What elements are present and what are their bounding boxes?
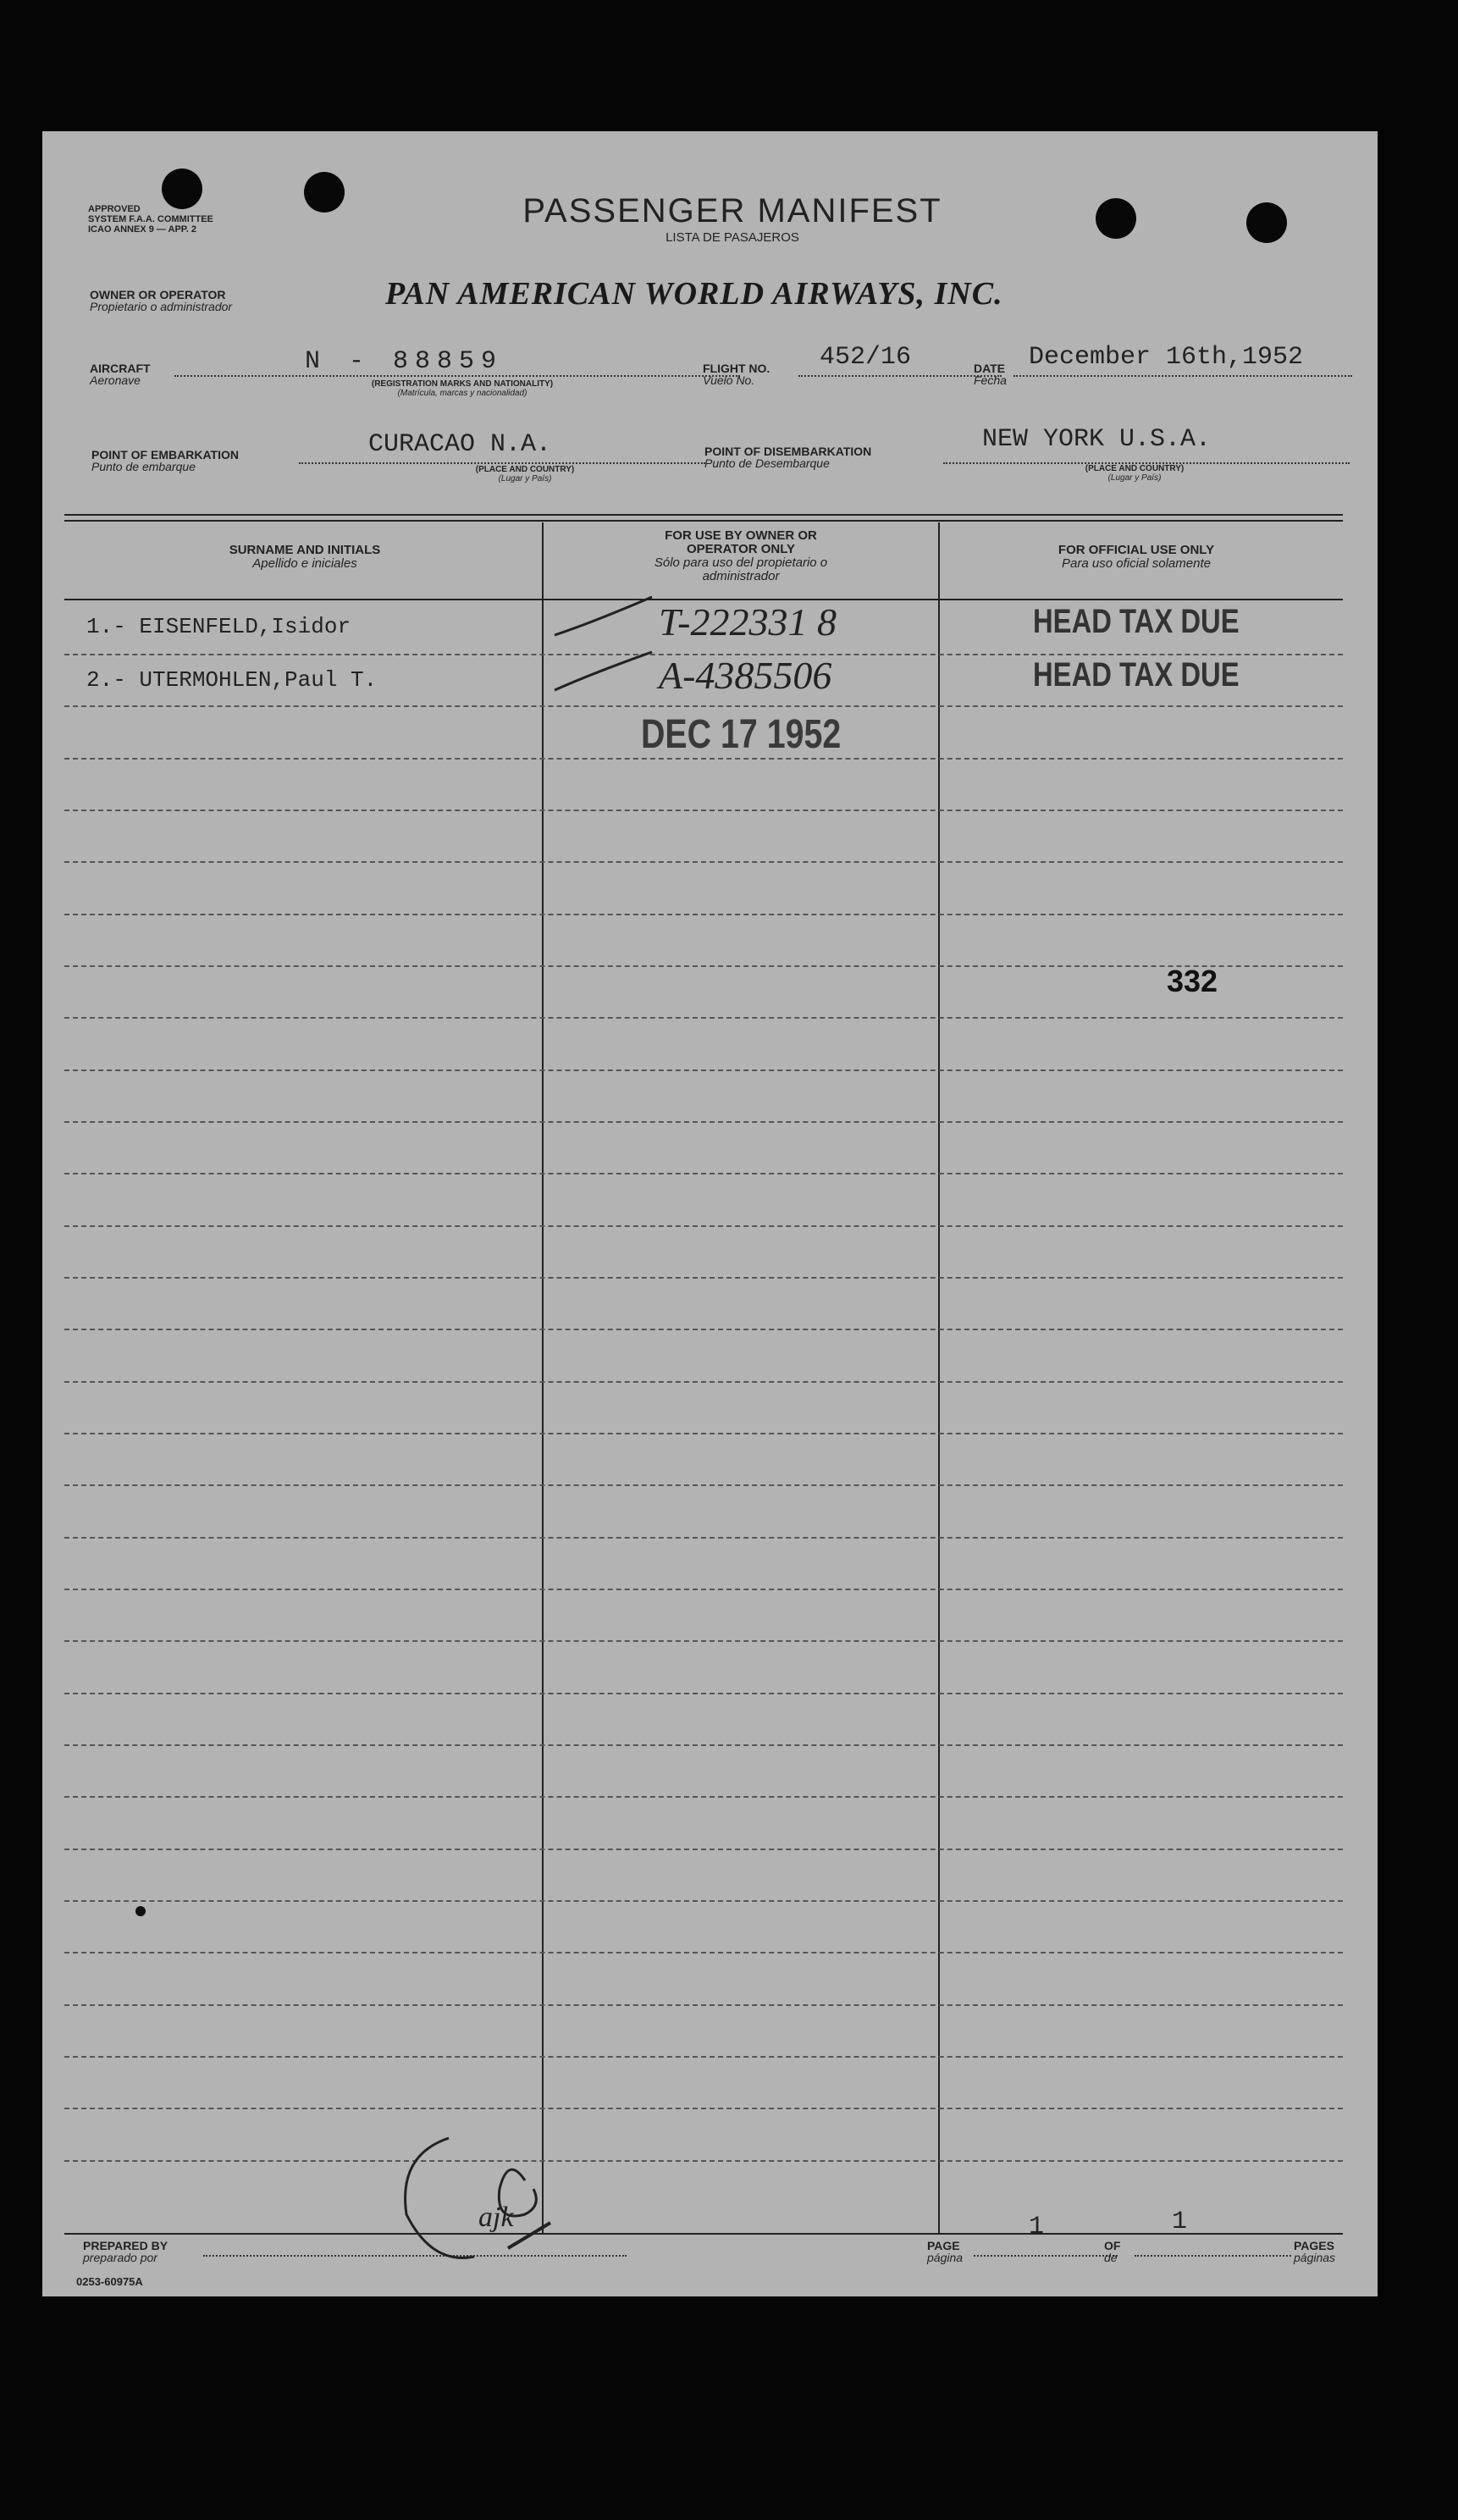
date-underline: [1013, 375, 1352, 377]
date-label-en: DATE: [974, 362, 1006, 375]
embarkation-label: [91, 449, 239, 472]
row-line: [64, 1484, 1343, 1486]
column-header-operator: [635, 529, 847, 583]
row-line: [64, 1173, 1343, 1174]
row-line: [64, 2108, 1343, 2109]
row-line: [64, 1121, 1343, 1123]
prepared-by-label-es: preparado por: [83, 2251, 157, 2264]
row-line: [64, 2160, 1343, 2162]
of-label-en: OF: [1104, 2239, 1121, 2252]
date-label: [974, 362, 1007, 386]
row-line: [64, 1017, 1343, 1019]
embarkation-value: CURACAO N.A.: [368, 430, 552, 459]
total-pages: 1: [1172, 2208, 1188, 2236]
embarkation-label-es: Punto de embarque: [91, 460, 196, 473]
row-line: [64, 1277, 1343, 1279]
page-number: 1: [1029, 2213, 1045, 2241]
embarkation-note: [415, 465, 635, 484]
row-line: [64, 1225, 1343, 1227]
punch-hole: [1246, 202, 1287, 243]
disembarkation-note: [1024, 464, 1245, 483]
of-label-es: de: [1104, 2251, 1118, 2264]
table-top-rule: [64, 514, 1343, 516]
pages-label: [1294, 2240, 1335, 2263]
aircraft-note-en: (REGISTRATION MARKS AND NATIONALITY): [371, 379, 554, 389]
row-line: [64, 1589, 1343, 1590]
aircraft-label-en: AIRCRAFT: [90, 362, 151, 375]
flight-label-en: FLIGHT NO.: [703, 362, 770, 375]
document-title: PASSENGER MANIFEST: [522, 192, 942, 229]
row-line: [64, 1381, 1343, 1383]
column-header-official-es: Para uso oficial solamente: [1062, 556, 1211, 571]
form-number: 0253-60975A: [76, 2275, 143, 2288]
approval-block: [88, 204, 213, 235]
row-line: [64, 1796, 1343, 1798]
disembarkation-note-en: (PLACE AND COUNTRY): [1085, 464, 1185, 473]
date-value: December 16th,1952: [1029, 343, 1304, 372]
of-label: [1104, 2240, 1120, 2263]
row-line: [64, 861, 1343, 863]
row-line: [64, 965, 1343, 967]
passenger-name: 2.- UTERMOHLEN,Paul T.: [86, 667, 378, 693]
column-header-name: [68, 544, 542, 571]
row-line: [64, 1849, 1343, 1850]
row-line: [64, 1693, 1343, 1694]
inspector-stamp: [381, 2121, 567, 2274]
operator-label-es: Propietario o administrador: [90, 300, 233, 313]
column-header-name-en: SURNAME AND INITIALS: [229, 543, 381, 557]
page-label-en: PAGE: [927, 2239, 960, 2252]
row-line: [64, 705, 1343, 707]
aircraft-value: N - 88859: [305, 347, 504, 376]
punch-hole: [1096, 198, 1136, 239]
disembarkation-label-en: POINT OF DISEMBARKATION: [704, 445, 872, 458]
page-label-es: página: [927, 2251, 964, 2264]
passenger-operator-note: A-4385506: [659, 654, 832, 697]
row-line: [64, 914, 1343, 915]
row-line: [64, 1900, 1343, 1902]
page-label: [927, 2240, 963, 2263]
row-line: [64, 758, 1343, 760]
flight-label: [703, 362, 770, 386]
column-header-name-es: Apellido e iniciales: [252, 556, 357, 571]
operator-label-en: OWNER OR OPERATOR: [90, 288, 226, 301]
embarkation-note-es: (Lugar y País): [498, 474, 552, 484]
preparer-initials: ajk: [478, 2202, 514, 2233]
approval-line: APPROVED: [88, 204, 141, 214]
punch-hole: [304, 172, 345, 213]
row-line: [64, 1329, 1343, 1330]
column-header-official: [942, 544, 1331, 571]
manifest-sheet: [42, 131, 1378, 2296]
row-line: [64, 1744, 1343, 1746]
received-date-stamp: DEC 17 1952: [641, 712, 842, 757]
column-divider: [542, 522, 544, 2233]
embarkation-label-en: POINT OF EMBARKATION: [91, 448, 239, 461]
disembarkation-value: NEW YORK U.S.A.: [982, 425, 1212, 454]
passenger-official-status: HEAD TAX DUE: [1033, 656, 1240, 694]
flight-value: 452/16: [820, 343, 912, 372]
embarkation-underline: [299, 462, 705, 464]
operator-name: PAN AMERICAN WORLD AIRWAYS, INC.: [385, 276, 1003, 312]
total-underline: [1135, 2255, 1291, 2257]
column-header-operator-en: FOR USE BY OWNER OR OPERATOR ONLY: [665, 528, 817, 556]
prepared-by-label-en: PREPARED BY: [83, 2239, 168, 2252]
ink-dot: [135, 1906, 146, 1916]
flight-underline: [798, 375, 1002, 377]
row-line: [64, 1069, 1343, 1071]
aircraft-label-es: Aeronave: [90, 373, 141, 387]
row-line: [64, 1952, 1343, 1954]
disembarkation-label-es: Punto de Desembarque: [704, 456, 830, 470]
passenger-name: 1.- EISENFELD,Isidor: [86, 614, 351, 639]
check-marks: [542, 589, 686, 716]
pages-label-es: páginas: [1294, 2251, 1336, 2264]
row-line: [64, 1433, 1343, 1434]
row-line: [64, 1537, 1343, 1539]
passenger-official-status: HEAD TAX DUE: [1033, 603, 1240, 640]
operator-label: [90, 289, 232, 312]
date-label-es: Fecha: [974, 373, 1007, 387]
approval-line: ICAO ANNEX 9 — APP. 2: [88, 224, 196, 235]
official-number: 332: [1167, 964, 1218, 998]
prepared-by-label: [83, 2240, 168, 2263]
punch-hole: [162, 169, 202, 209]
aircraft-note: [301, 379, 623, 398]
aircraft-label: [90, 362, 151, 386]
row-line: [64, 1640, 1343, 1642]
row-line: [64, 2004, 1343, 2006]
flight-label-es: Vuelo No.: [703, 373, 755, 387]
column-header-official-en: FOR OFFICIAL USE ONLY: [1058, 543, 1215, 557]
disembarkation-label: [704, 445, 871, 469]
aircraft-note-es: (Matrícula, marcas y nacionalidad): [397, 389, 527, 398]
approval-line: SYSTEM F.A.A. COMMITTEE: [88, 214, 213, 224]
passenger-operator-note: T-222331 8: [659, 600, 837, 644]
column-divider: [938, 522, 940, 2233]
page-underline: [974, 2255, 1118, 2257]
row-line: [64, 810, 1343, 811]
column-header-operator-es: Sólo para uso del propietario o administrador: [654, 555, 828, 583]
disembarkation-note-es: (Lugar y País): [1107, 473, 1162, 483]
row-line: [64, 2056, 1343, 2058]
table-top-rule: [64, 520, 1343, 522]
embarkation-note-en: (PLACE AND COUNTRY): [475, 465, 575, 474]
pages-label-en: PAGES: [1294, 2239, 1334, 2252]
table-bottom-rule: [64, 2233, 1343, 2235]
document-subtitle: LISTA DE PASAJEROS: [665, 230, 799, 245]
